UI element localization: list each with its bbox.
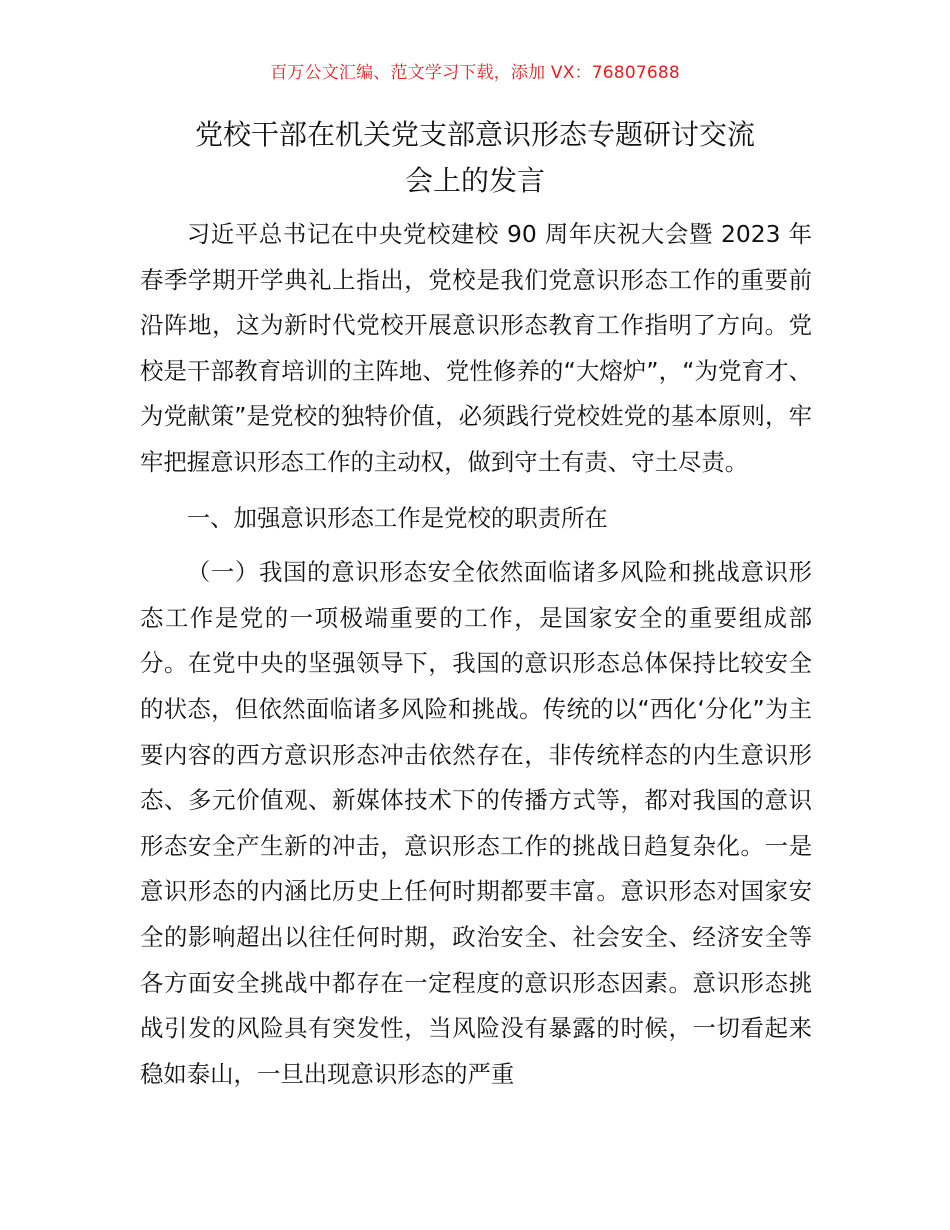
title-line-2: 会上的发言 [404,164,545,197]
header-banner: 百万公文汇编、范文学习下载，添加 VX：76807688 [270,63,680,83]
paragraph-intro: 习近平总书记在中央党校建校 90 周年庆祝大会暨 2023 年春季学期开学典礼上指出，党校是我们党意识形态工作的重要前沿阵地，这为新时代党校开展意识形态教育工作指明了方向。党校是干部教育培训的主阵地、党性修养的“大熔炉”，“为党育才、为党献策”是党校的独特价值，必须践行党校姓党的基本原则，牢牢把握意识形态工作的主动权，做到守土有责、守土尽责。 [140,220,812,476]
document-title [140,112,810,204]
paragraph-section-1: （一）我国的意识形态安全依然面临诸多风险和挑战意识形态工作是党的一项极端重要的工作，是国家安全的重要组成部分。在党中央的坚强领导下，我国的意识形态总体保持比较安全的状态，但依然面临诸多风险和挑战。传统的以“西化‘分化”为主要内容的西方意识形态冲击依然存在，非传统样态的内生意识形态、多元价值观、新媒体技术下的传播方式等，都对我国的意识形态安全产生新的冲击，意识形态工作的挑战日趋复杂化。一是意识形态的内涵比历史上任何时期都要丰富。意识形态对国家安全的影响超出以往任何时期，政治安全、社会安全、经济安全等各方面安全挑战中都存在一定程度的意识形态因素。意识形态挑战引发的风险具有突发性，当风险没有暴露的时候，一切看起来稳如泰山，一旦出现意识形态的严重 [140,558,812,1088]
title-line-1: 党校干部在机关党支部意识形态专题研讨交流 [194,118,755,151]
section-heading: 一、加强意识形态工作是党校的职责所在 [186,503,608,532]
document-body [140,212,812,1097]
